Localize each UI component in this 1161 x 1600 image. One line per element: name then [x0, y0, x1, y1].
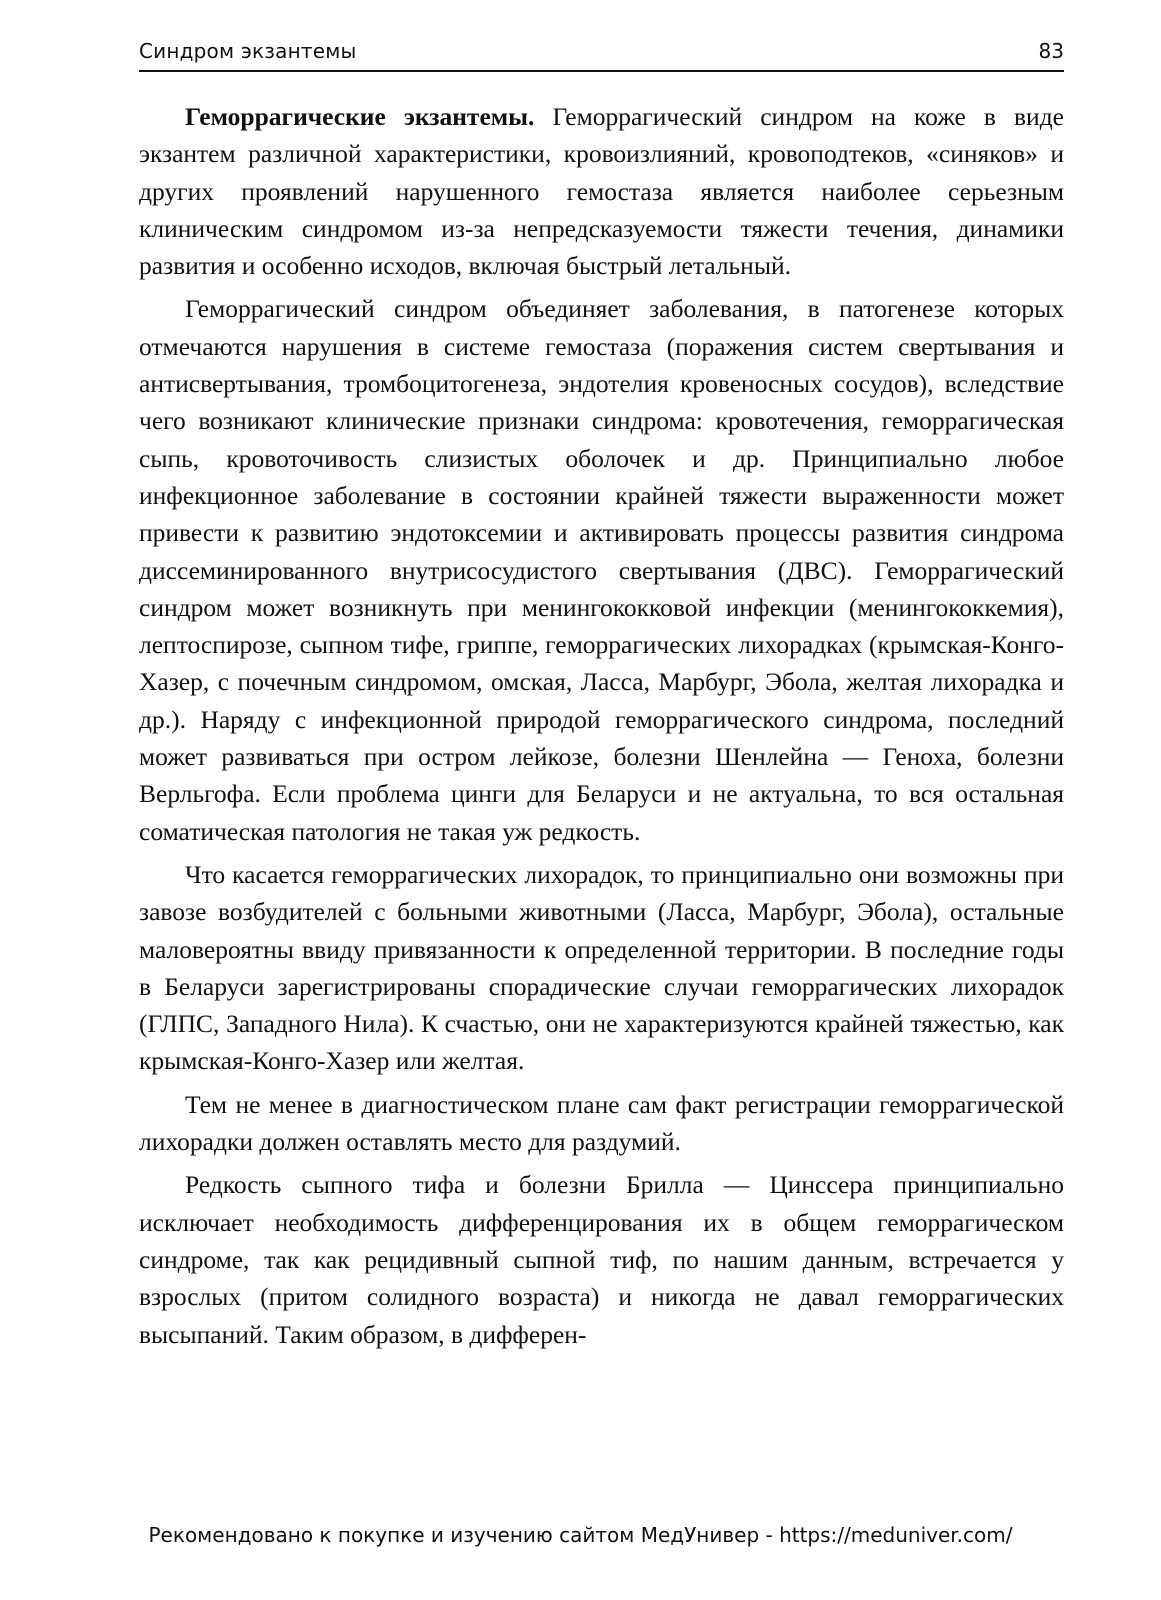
- page-number: 83: [1038, 39, 1064, 63]
- paragraph: [139, 98, 1064, 284]
- footer-note: Рекомендовано к покупке и изучению сайтом МедУнивер - https://meduniver.com/: [148, 1523, 1013, 1547]
- paragraph-text: Геморрагический синдром на коже в виде экзантем различной характеристики, кровоизлияний, кровоподтеков, «синяков» и других проявлений нарушенного гемостаза является наиболее серьезным клиническим синдромом из-за непредсказуемости тяжести течения, динамики развития и особенно исходов, включая быстрый летальный.: [139, 102, 1064, 281]
- running-head: [139, 36, 1064, 66]
- paragraph: Геморрагический синдром объединяет заболевания, в патогенезе которых отмечаются нарушения в системе гемостаза (поражения систем свертывания и антисвертывания, тромбоцитогенеза, эндотелия кровеносных сосудов), вследствие чего возникают клинические признаки синдрома: кровотечения, геморрагическая сыпь, кровоточивость слизистых оболочек и др. Принципиально любое инфекционное заболевание в состоянии крайней тяжести выраженности может привести к развитию эндотоксемии и активировать процессы развития синдрома диссеминированного внутрисосудистого свертывания (ДВС). Геморрагический синдром может возникнуть при менингококковой инфекции (менингококкемия), лептоспирозе, сыпном тифе, гриппе, геморрагических лихорадках (крымская-Конго-Хазер, с почечным синдромом, омская, Ласса, Марбург, Эбола, желтая лихорадка и др.). Наряду с инфекционной природой геморрагического синдрома, последний может развиваться при остром лейкозе, болезни Шенлейна — Геноха, болезни Верльгофа. Если проблема цинги для Беларуси и не актуальна, то вся остальная соматическая патология не такая уж редкость.: [139, 294, 1064, 846]
- paragraph: Редкость сыпного тифа и болезни Брилла — Цинссера принципиально исключает необходимость дифференцирования их в общем геморрагическом синдроме, так как рецидивный сыпной тиф, по нашим данным, встречается у взрослых (притом солидного возраста) и никогда не давал геморрагических высыпаний. Таким образом, в дифферен-: [139, 1170, 1064, 1349]
- running-title: Синдром экзантемы: [139, 39, 357, 63]
- paragraph: Что касается геморрагических лихорадок, то принципиально они возможны при завозе возбудителей с больными животными (Ласса, Марбург, Эбола), остальные маловероятны ввиду привязанности к определенной территории. В последние годы в Беларуси зарегистрированы спорадические случаи геморрагических лихорадок (ГЛПС, Западного Нила). К счастью, они не характеризуются крайней тяжестью, как крымская-Конго-Хазер или желтая.: [139, 859, 1064, 1076]
- header-rule: [139, 70, 1064, 72]
- section-heading: Геморрагические экзантемы.: [185, 102, 535, 131]
- body-text: [139, 98, 1064, 1353]
- paragraph: Тем не менее в диагностическом плане сам факт регистрации геморрагической лихорадки должен оставлять место для раздумий.: [139, 1089, 1064, 1157]
